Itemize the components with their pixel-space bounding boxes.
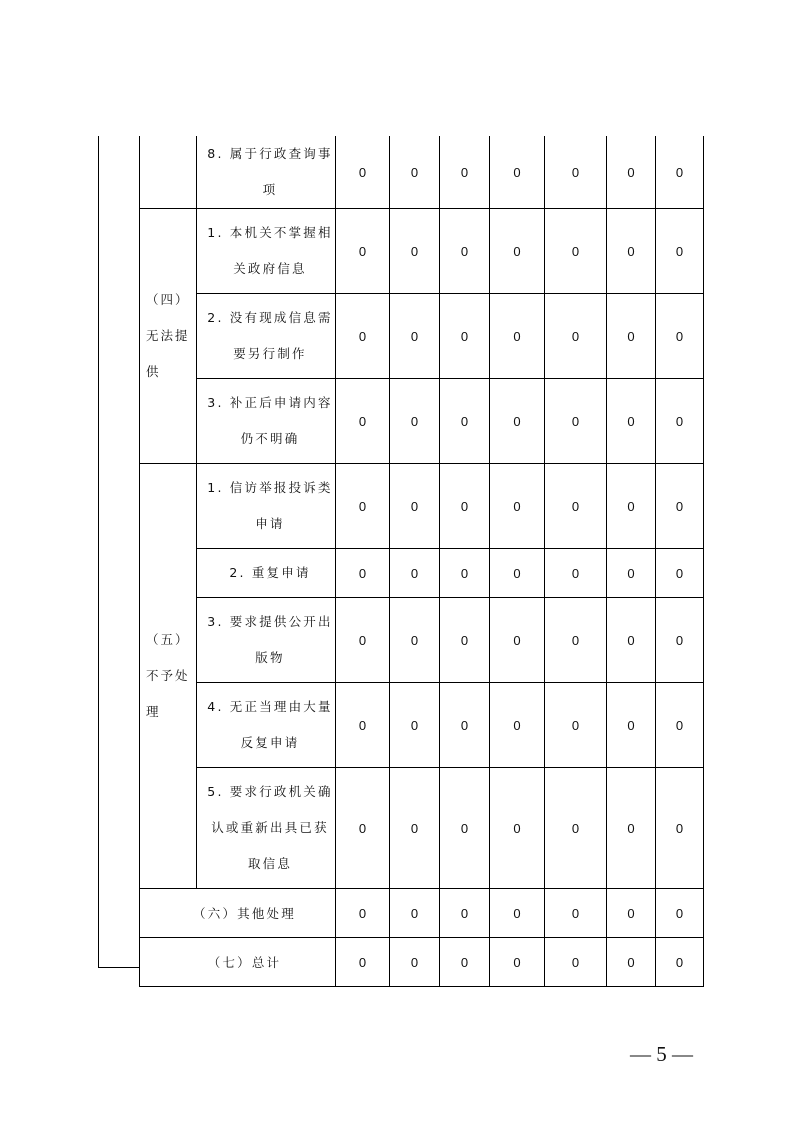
value-cell: 0 <box>490 889 545 938</box>
value-cell: 0 <box>440 598 490 683</box>
page-number-text: — 5 — <box>630 1042 693 1066</box>
value-cell: 0 <box>440 549 490 598</box>
value-cell: 0 <box>390 294 440 379</box>
value-cell: 0 <box>440 938 490 987</box>
table-row <box>140 294 704 379</box>
value-cell: 0 <box>490 379 545 464</box>
value-cell: 0 <box>490 294 545 379</box>
category-cell-continued <box>140 136 197 209</box>
value-cell: 0 <box>336 768 390 889</box>
value-cell: 0 <box>440 379 490 464</box>
value-cell: 0 <box>656 768 704 889</box>
row-label: 2. 重复申请 <box>197 549 336 598</box>
value-cell: 0 <box>390 136 440 209</box>
value-cell: 0 <box>607 938 656 987</box>
outer-left-border <box>98 136 99 968</box>
value-cell: 0 <box>607 294 656 379</box>
value-cell: 0 <box>490 683 545 768</box>
value-cell: 0 <box>336 379 390 464</box>
value-cell: 0 <box>336 889 390 938</box>
value-cell: 0 <box>440 464 490 549</box>
table-row <box>140 209 704 294</box>
value-cell: 0 <box>336 683 390 768</box>
value-cell: 0 <box>390 768 440 889</box>
value-cell: 0 <box>545 379 607 464</box>
row-label: 1. 信访举报投诉类申请 <box>197 464 336 549</box>
row-label-total: （七）总计 <box>140 938 336 987</box>
value-cell: 0 <box>656 549 704 598</box>
row-label: 1. 本机关不掌握相关政府信息 <box>197 209 336 294</box>
table-row <box>140 889 704 938</box>
value-cell: 0 <box>545 598 607 683</box>
value-cell: 0 <box>490 136 545 209</box>
value-cell: 0 <box>656 136 704 209</box>
row-label: 8. 属于行政查询事项 <box>197 136 336 209</box>
value-cell: 0 <box>490 598 545 683</box>
report-table <box>139 136 704 987</box>
value-cell: 0 <box>545 768 607 889</box>
row-label: 5. 要求行政机关确认或重新出具已获取信息 <box>197 768 336 889</box>
value-cell: 0 <box>336 598 390 683</box>
value-cell: 0 <box>390 549 440 598</box>
table-row <box>140 549 704 598</box>
row-label: 3. 补正后申请内容仍不明确 <box>197 379 336 464</box>
value-cell: 0 <box>545 209 607 294</box>
table-row <box>140 464 704 549</box>
value-cell: 0 <box>656 379 704 464</box>
value-cell: 0 <box>607 683 656 768</box>
value-cell: 0 <box>336 209 390 294</box>
value-cell: 0 <box>607 768 656 889</box>
value-cell: 0 <box>390 598 440 683</box>
value-cell: 0 <box>390 889 440 938</box>
value-cell: 0 <box>390 379 440 464</box>
value-cell: 0 <box>607 889 656 938</box>
value-cell: 0 <box>490 549 545 598</box>
value-cell: 0 <box>607 136 656 209</box>
value-cell: 0 <box>336 136 390 209</box>
table-row <box>140 938 704 987</box>
value-cell: 0 <box>490 938 545 987</box>
value-cell: 0 <box>607 379 656 464</box>
category-cell-four: （四）无法提供 <box>140 209 197 464</box>
value-cell: 0 <box>440 136 490 209</box>
value-cell: 0 <box>490 464 545 549</box>
value-cell: 0 <box>656 683 704 768</box>
row-label: 4. 无正当理由大量反复申请 <box>197 683 336 768</box>
value-cell: 0 <box>336 938 390 987</box>
value-cell: 0 <box>440 889 490 938</box>
category-cell-five: （五）不予处理 <box>140 464 197 889</box>
value-cell: 0 <box>545 136 607 209</box>
value-cell: 0 <box>607 549 656 598</box>
value-cell: 0 <box>390 209 440 294</box>
table-row <box>140 379 704 464</box>
value-cell: 0 <box>390 938 440 987</box>
row-label-other: （六）其他处理 <box>140 889 336 938</box>
table-row <box>140 136 704 209</box>
value-cell: 0 <box>656 464 704 549</box>
value-cell: 0 <box>545 464 607 549</box>
value-cell: 0 <box>607 209 656 294</box>
value-cell: 0 <box>656 598 704 683</box>
value-cell: 0 <box>656 889 704 938</box>
row-label: 2. 没有现成信息需要另行制作 <box>197 294 336 379</box>
value-cell: 0 <box>490 768 545 889</box>
value-cell: 0 <box>336 549 390 598</box>
table-row <box>140 683 704 768</box>
value-cell: 0 <box>490 209 545 294</box>
value-cell: 0 <box>440 768 490 889</box>
value-cell: 0 <box>656 938 704 987</box>
table-row <box>140 768 704 889</box>
value-cell: 0 <box>440 683 490 768</box>
value-cell: 0 <box>390 464 440 549</box>
table-row <box>140 598 704 683</box>
value-cell: 0 <box>656 209 704 294</box>
value-cell: 0 <box>545 549 607 598</box>
value-cell: 0 <box>390 683 440 768</box>
value-cell: 0 <box>440 209 490 294</box>
value-cell: 0 <box>607 598 656 683</box>
value-cell: 0 <box>336 294 390 379</box>
value-cell: 0 <box>607 464 656 549</box>
value-cell: 0 <box>336 464 390 549</box>
value-cell: 0 <box>545 683 607 768</box>
value-cell: 0 <box>545 294 607 379</box>
value-cell: 0 <box>545 889 607 938</box>
value-cell: 0 <box>545 938 607 987</box>
row-label: 3. 要求提供公开出版物 <box>197 598 336 683</box>
value-cell: 0 <box>656 294 704 379</box>
value-cell: 0 <box>440 294 490 379</box>
outer-bottom-border <box>98 967 140 968</box>
